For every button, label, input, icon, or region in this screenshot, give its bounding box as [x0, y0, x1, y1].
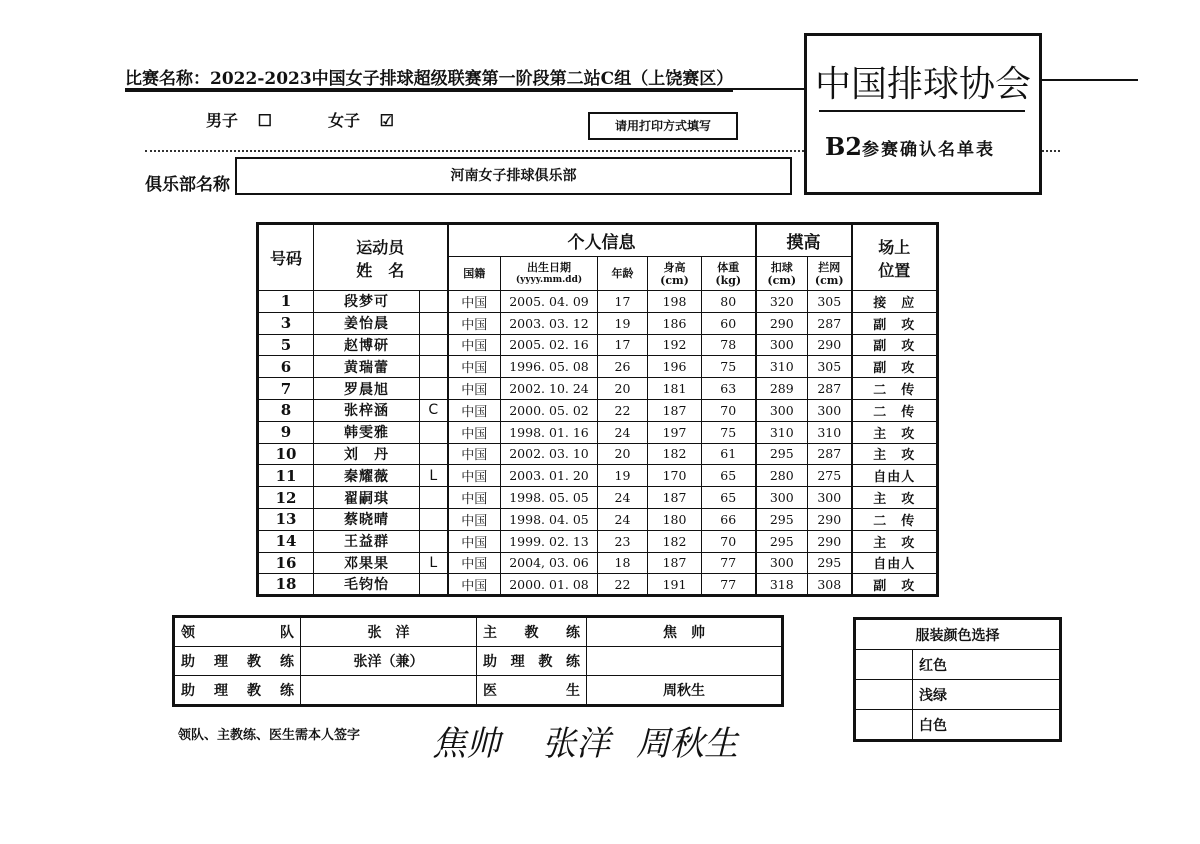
roster-role-tag	[420, 574, 448, 596]
roster-age: 19	[598, 465, 648, 487]
club-name-field[interactable]: 河南女子排球俱乐部	[235, 157, 792, 195]
roster-weight: 66	[702, 508, 756, 530]
association-box	[804, 33, 1042, 195]
roster-number: 9	[258, 421, 314, 443]
assistant-coach-value-3[interactable]	[301, 676, 477, 706]
roster-spike-reach: 320	[756, 291, 808, 313]
roster-birth-date: 2000. 05. 02	[501, 399, 598, 421]
signature-doctor: 周秋生	[636, 724, 738, 764]
roster-position: 二 传	[852, 378, 938, 400]
header-position	[852, 224, 938, 291]
association-rule	[819, 110, 1025, 112]
roster-weight: 61	[702, 443, 756, 465]
signature-team-leader: 张洋	[542, 724, 610, 764]
uniform-check-1[interactable]	[855, 650, 913, 680]
table-row	[258, 421, 938, 443]
header-birth-format: (yyyy.mm.dd)	[515, 274, 583, 285]
staff-table	[172, 615, 784, 707]
roster-nationality: 中国	[448, 378, 501, 400]
header-athlete-line2: 姓 名	[356, 260, 405, 280]
header-rule-right	[1040, 79, 1138, 81]
roster-role-tag	[420, 291, 448, 313]
header-weight-label: 体重	[717, 260, 740, 274]
uniform-color-2: 浅绿	[913, 680, 1061, 710]
roster-role-tag: L	[420, 465, 448, 487]
roster-number: 1	[258, 291, 314, 313]
assistant-coach-label-1: 助理教练	[174, 647, 301, 676]
roster-birth-date: 2003. 03. 12	[501, 312, 598, 334]
roster-position: 主 攻	[852, 443, 938, 465]
roster-block-reach: 308	[808, 574, 852, 596]
roster-nationality: 中国	[448, 487, 501, 509]
roster-position: 副 攻	[852, 312, 938, 334]
roster-spike-reach: 295	[756, 508, 808, 530]
roster-block-reach: 295	[808, 552, 852, 574]
roster-height: 187	[648, 399, 702, 421]
roster-height: 191	[648, 574, 702, 596]
roster-spike-reach: 300	[756, 334, 808, 356]
gender-male	[206, 108, 272, 131]
header-block-unit: (cm)	[814, 273, 844, 287]
roster-age: 19	[598, 312, 648, 334]
female-checkbox[interactable]: ☑	[379, 111, 394, 130]
roster-birth-date: 2005. 02. 16	[501, 334, 598, 356]
roster-block-reach: 287	[808, 443, 852, 465]
header-position-line2: 位置	[878, 260, 911, 280]
roster-number: 14	[258, 530, 314, 552]
roster-role-tag	[420, 487, 448, 509]
uniform-check-2[interactable]	[855, 680, 913, 710]
roster-role-tag: L	[420, 552, 448, 574]
roster-name: 翟嗣琪	[314, 487, 420, 509]
roster-number: 8	[258, 399, 314, 421]
header-spike-unit: (cm)	[767, 273, 797, 287]
doctor-value[interactable]: 周秋生	[587, 676, 783, 706]
roster-number: 6	[258, 356, 314, 378]
roster-birth-date: 2000. 01. 08	[501, 574, 598, 596]
male-checkbox[interactable]: ☐	[257, 111, 272, 130]
team-leader-value[interactable]: 张 洋	[301, 617, 477, 647]
roster-position: 主 攻	[852, 487, 938, 509]
roster-name: 毛钧怡	[314, 574, 420, 596]
roster-name: 罗晨旭	[314, 378, 420, 400]
roster-name: 王益群	[314, 530, 420, 552]
header-block	[808, 257, 852, 291]
table-row	[258, 378, 938, 400]
roster-birth-date: 2005. 04. 09	[501, 291, 598, 313]
header-reach: 摸高	[756, 224, 852, 257]
doctor-label: 医生	[477, 676, 587, 706]
roster-role-tag	[420, 421, 448, 443]
roster-position: 二 传	[852, 508, 938, 530]
roster-block-reach: 275	[808, 465, 852, 487]
club-label: 俱乐部名称	[145, 175, 230, 195]
roster-age: 18	[598, 552, 648, 574]
roster-birth-date: 1998. 05. 05	[501, 487, 598, 509]
roster-weight: 70	[702, 530, 756, 552]
assistant-coach-value-2[interactable]	[587, 647, 783, 676]
table-row	[258, 487, 938, 509]
competition-name: 比赛名称：2022-2023中国女子排球超级联赛第一阶段第二站C组（上饶赛区）	[125, 64, 733, 92]
roster-spike-reach: 289	[756, 378, 808, 400]
roster-height: 186	[648, 312, 702, 334]
roster-block-reach: 287	[808, 378, 852, 400]
roster-birth-date: 1999. 02. 13	[501, 530, 598, 552]
assistant-coach-label-2: 助理教练	[477, 647, 587, 676]
roster-age: 24	[598, 421, 648, 443]
roster-age: 20	[598, 443, 648, 465]
roster-height: 192	[648, 334, 702, 356]
roster-height: 197	[648, 421, 702, 443]
roster-age: 22	[598, 574, 648, 596]
roster-name: 秦耀薇	[314, 465, 420, 487]
roster-block-reach: 305	[808, 356, 852, 378]
roster-role-tag	[420, 508, 448, 530]
roster-position: 副 攻	[852, 334, 938, 356]
form-title	[825, 132, 995, 161]
roster-position: 副 攻	[852, 574, 938, 596]
header-height	[648, 257, 702, 291]
table-row	[258, 443, 938, 465]
roster-birth-date: 1998. 04. 05	[501, 508, 598, 530]
header-spike	[756, 257, 808, 291]
roster-nationality: 中国	[448, 530, 501, 552]
roster-role-tag	[420, 443, 448, 465]
roster-nationality: 中国	[448, 443, 501, 465]
header-weight	[702, 257, 756, 291]
roster-number: 3	[258, 312, 314, 334]
roster-name: 段梦可	[314, 291, 420, 313]
roster-spike-reach: 310	[756, 421, 808, 443]
roster-position: 主 攻	[852, 530, 938, 552]
roster-birth-date: 2002. 10. 24	[501, 378, 598, 400]
roster-spike-reach: 318	[756, 574, 808, 596]
roster-nationality: 中国	[448, 334, 501, 356]
header-spike-label: 扣球	[770, 260, 793, 274]
head-coach-label: 主教练	[477, 617, 587, 647]
header-birth	[501, 257, 598, 291]
roster-table	[256, 222, 939, 597]
roster-body	[258, 291, 938, 596]
roster-name: 邓果果	[314, 552, 420, 574]
roster-weight: 65	[702, 487, 756, 509]
roster-role-tag	[420, 356, 448, 378]
header-personal-info: 个人信息	[448, 224, 756, 257]
female-label: 女子	[328, 111, 361, 130]
roster-weight: 77	[702, 574, 756, 596]
roster-weight: 80	[702, 291, 756, 313]
roster-spike-reach: 295	[756, 443, 808, 465]
assistant-coach-label-3: 助理教练	[174, 676, 301, 706]
male-label: 男子	[206, 111, 239, 130]
roster-name: 刘 丹	[314, 443, 420, 465]
roster-nationality: 中国	[448, 421, 501, 443]
roster-role-tag	[420, 378, 448, 400]
header-position-line1: 场上	[878, 237, 911, 257]
table-row	[258, 574, 938, 596]
roster-name: 姜怡晨	[314, 312, 420, 334]
roster-role-tag	[420, 312, 448, 334]
uniform-check-3[interactable]	[855, 710, 913, 741]
roster-number: 5	[258, 334, 314, 356]
gender-female	[328, 108, 394, 131]
uniform-color-1: 红色	[913, 650, 1061, 680]
table-row	[258, 312, 938, 334]
table-row	[258, 356, 938, 378]
roster-role-tag	[420, 334, 448, 356]
roster-number: 7	[258, 378, 314, 400]
roster-spike-reach: 310	[756, 356, 808, 378]
roster-nationality: 中国	[448, 552, 501, 574]
roster-weight: 77	[702, 552, 756, 574]
roster-height: 187	[648, 487, 702, 509]
roster-nationality: 中国	[448, 291, 501, 313]
header-block-label: 拦网	[818, 260, 841, 274]
roster-position: 副 攻	[852, 356, 938, 378]
roster-block-reach: 310	[808, 421, 852, 443]
roster-block-reach: 290	[808, 530, 852, 552]
roster-weight: 65	[702, 465, 756, 487]
roster-position: 接 应	[852, 291, 938, 313]
roster-spike-reach: 280	[756, 465, 808, 487]
roster-height: 180	[648, 508, 702, 530]
roster-block-reach: 305	[808, 291, 852, 313]
roster-number: 12	[258, 487, 314, 509]
association-name: 中国排球协会	[814, 64, 1031, 105]
table-row	[258, 465, 938, 487]
uniform-title: 服装颜色选择	[855, 619, 1061, 650]
roster-height: 187	[648, 552, 702, 574]
roster-number: 11	[258, 465, 314, 487]
form-title-text: 参赛确认名单表	[861, 140, 995, 160]
uniform-color-table	[853, 617, 1062, 742]
roster-weight: 75	[702, 421, 756, 443]
assistant-coach-value-1[interactable]: 张洋（兼）	[301, 647, 477, 676]
roster-age: 23	[598, 530, 648, 552]
roster-age: 26	[598, 356, 648, 378]
roster-age: 24	[598, 508, 648, 530]
signature-head-coach: 焦帅	[432, 724, 500, 764]
roster-weight: 60	[702, 312, 756, 334]
roster-weight: 63	[702, 378, 756, 400]
roster-name: 黄瑞蕾	[314, 356, 420, 378]
team-leader-label: 领队	[174, 617, 301, 647]
table-row	[258, 552, 938, 574]
roster-number: 10	[258, 443, 314, 465]
roster-height: 198	[648, 291, 702, 313]
roster-spike-reach: 290	[756, 312, 808, 334]
roster-block-reach: 290	[808, 334, 852, 356]
table-row	[258, 291, 938, 313]
head-coach-value[interactable]: 焦 帅	[587, 617, 783, 647]
roster-birth-date: 2003. 01. 20	[501, 465, 598, 487]
roster-number: 13	[258, 508, 314, 530]
roster-number: 18	[258, 574, 314, 596]
roster-weight: 78	[702, 334, 756, 356]
roster-age: 20	[598, 378, 648, 400]
uniform-color-3: 白色	[913, 710, 1061, 741]
header-athlete-line1: 运动员	[356, 237, 405, 257]
roster-height: 196	[648, 356, 702, 378]
roster-height: 181	[648, 378, 702, 400]
roster-name: 张梓涵	[314, 399, 420, 421]
header-rule	[125, 88, 805, 90]
roster-age: 17	[598, 334, 648, 356]
roster-number: 16	[258, 552, 314, 574]
roster-position: 自由人	[852, 465, 938, 487]
roster-weight: 75	[702, 356, 756, 378]
print-note: 请用打印方式填写	[588, 112, 738, 140]
roster-height: 182	[648, 530, 702, 552]
signature-label: 领队、主教练、医生需本人签字	[178, 728, 361, 743]
header-number: 号码	[258, 224, 314, 291]
table-row	[258, 334, 938, 356]
header-height-label: 身高	[663, 260, 686, 274]
form-code: B2	[825, 132, 862, 161]
roster-age: 17	[598, 291, 648, 313]
header-nationality: 国籍	[448, 257, 501, 291]
roster-nationality: 中国	[448, 312, 501, 334]
roster-birth-date: 2002. 03. 10	[501, 443, 598, 465]
roster-birth-date: 2004, 03. 06	[501, 552, 598, 574]
header-weight-unit: (kg)	[715, 273, 742, 287]
roster-nationality: 中国	[448, 465, 501, 487]
roster-height: 170	[648, 465, 702, 487]
roster-block-reach: 290	[808, 508, 852, 530]
roster-block-reach: 287	[808, 312, 852, 334]
roster-position: 二 传	[852, 399, 938, 421]
header-height-unit: (cm)	[660, 273, 689, 287]
header-birth-label: 出生日期	[527, 260, 571, 274]
roster-name: 蔡晓晴	[314, 508, 420, 530]
roster-nationality: 中国	[448, 574, 501, 596]
roster-role-tag	[420, 530, 448, 552]
roster-height: 182	[648, 443, 702, 465]
roster-name: 韩雯雅	[314, 421, 420, 443]
header-age: 年龄	[598, 257, 648, 291]
roster-block-reach: 300	[808, 399, 852, 421]
roster-spike-reach: 300	[756, 399, 808, 421]
roster-name: 赵博研	[314, 334, 420, 356]
table-row	[258, 508, 938, 530]
roster-nationality: 中国	[448, 356, 501, 378]
roster-nationality: 中国	[448, 508, 501, 530]
roster-spike-reach: 300	[756, 487, 808, 509]
roster-position: 自由人	[852, 552, 938, 574]
roster-age: 24	[598, 487, 648, 509]
roster-position: 主 攻	[852, 421, 938, 443]
table-row	[258, 530, 938, 552]
roster-spike-reach: 300	[756, 552, 808, 574]
roster-birth-date: 1998. 01. 16	[501, 421, 598, 443]
roster-block-reach: 300	[808, 487, 852, 509]
roster-spike-reach: 295	[756, 530, 808, 552]
roster-nationality: 中国	[448, 399, 501, 421]
roster-weight: 70	[702, 399, 756, 421]
roster-role-tag: C	[420, 399, 448, 421]
header-athlete	[314, 224, 448, 291]
table-row	[258, 399, 938, 421]
roster-age: 22	[598, 399, 648, 421]
roster-birth-date: 1996. 05. 08	[501, 356, 598, 378]
